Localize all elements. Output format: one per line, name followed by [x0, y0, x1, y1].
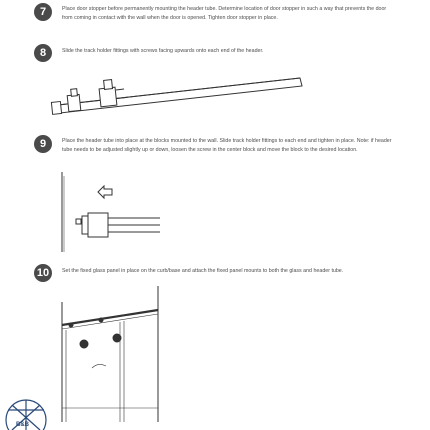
track-holder-fitting-right — [99, 80, 124, 107]
direction-arrow — [98, 186, 112, 198]
step-10-diagram — [62, 286, 158, 422]
step-9-diagram — [62, 172, 160, 252]
step-9-text: Place the header tube into place at the blocks mounted to the wall. Slide track holder fittings to each end and tighten in place. Note: if header tube needs to be adjusted slightly up or down, loosen the screw in the center block and move the block to the desired location. — [62, 138, 392, 153]
step-7-text: Place door stopper before permanently mounting the header tube. Determine location of door stopper in such a way that prevents the door from coming in contact with the wall when the door is opened. Tighten door stopper in place. — [62, 6, 387, 21]
step-8-badge: 8 — [34, 44, 52, 62]
step-10-badge: 10 — [34, 264, 52, 282]
set-screw — [76, 219, 81, 224]
tube-end-cap — [51, 102, 61, 115]
header-tube-installed — [108, 218, 160, 232]
step-9-badge: 9 — [34, 135, 52, 153]
step-10-text: Set the fixed glass panel in place on the curb/base and attach the fixed panel mounts to both the glass and header tube. — [62, 268, 344, 274]
track-holder-fitting-left — [67, 89, 81, 112]
header-tube-top-line — [58, 78, 300, 105]
step-8-text: Slide the track holder fittings with screws facing upwards onto each end of the header. — [62, 48, 264, 54]
panel-mount-left — [80, 340, 88, 348]
step-7-badge: 7 — [34, 3, 52, 21]
logo-text: B&B — [16, 422, 29, 428]
glass-reflection — [92, 364, 106, 368]
step-8-diagram — [51, 78, 302, 114]
header-tube — [58, 78, 302, 113]
block-face — [82, 216, 88, 234]
panel-mount-right — [113, 334, 121, 342]
wall-block — [88, 213, 108, 237]
header-tube-10 — [62, 310, 158, 325]
